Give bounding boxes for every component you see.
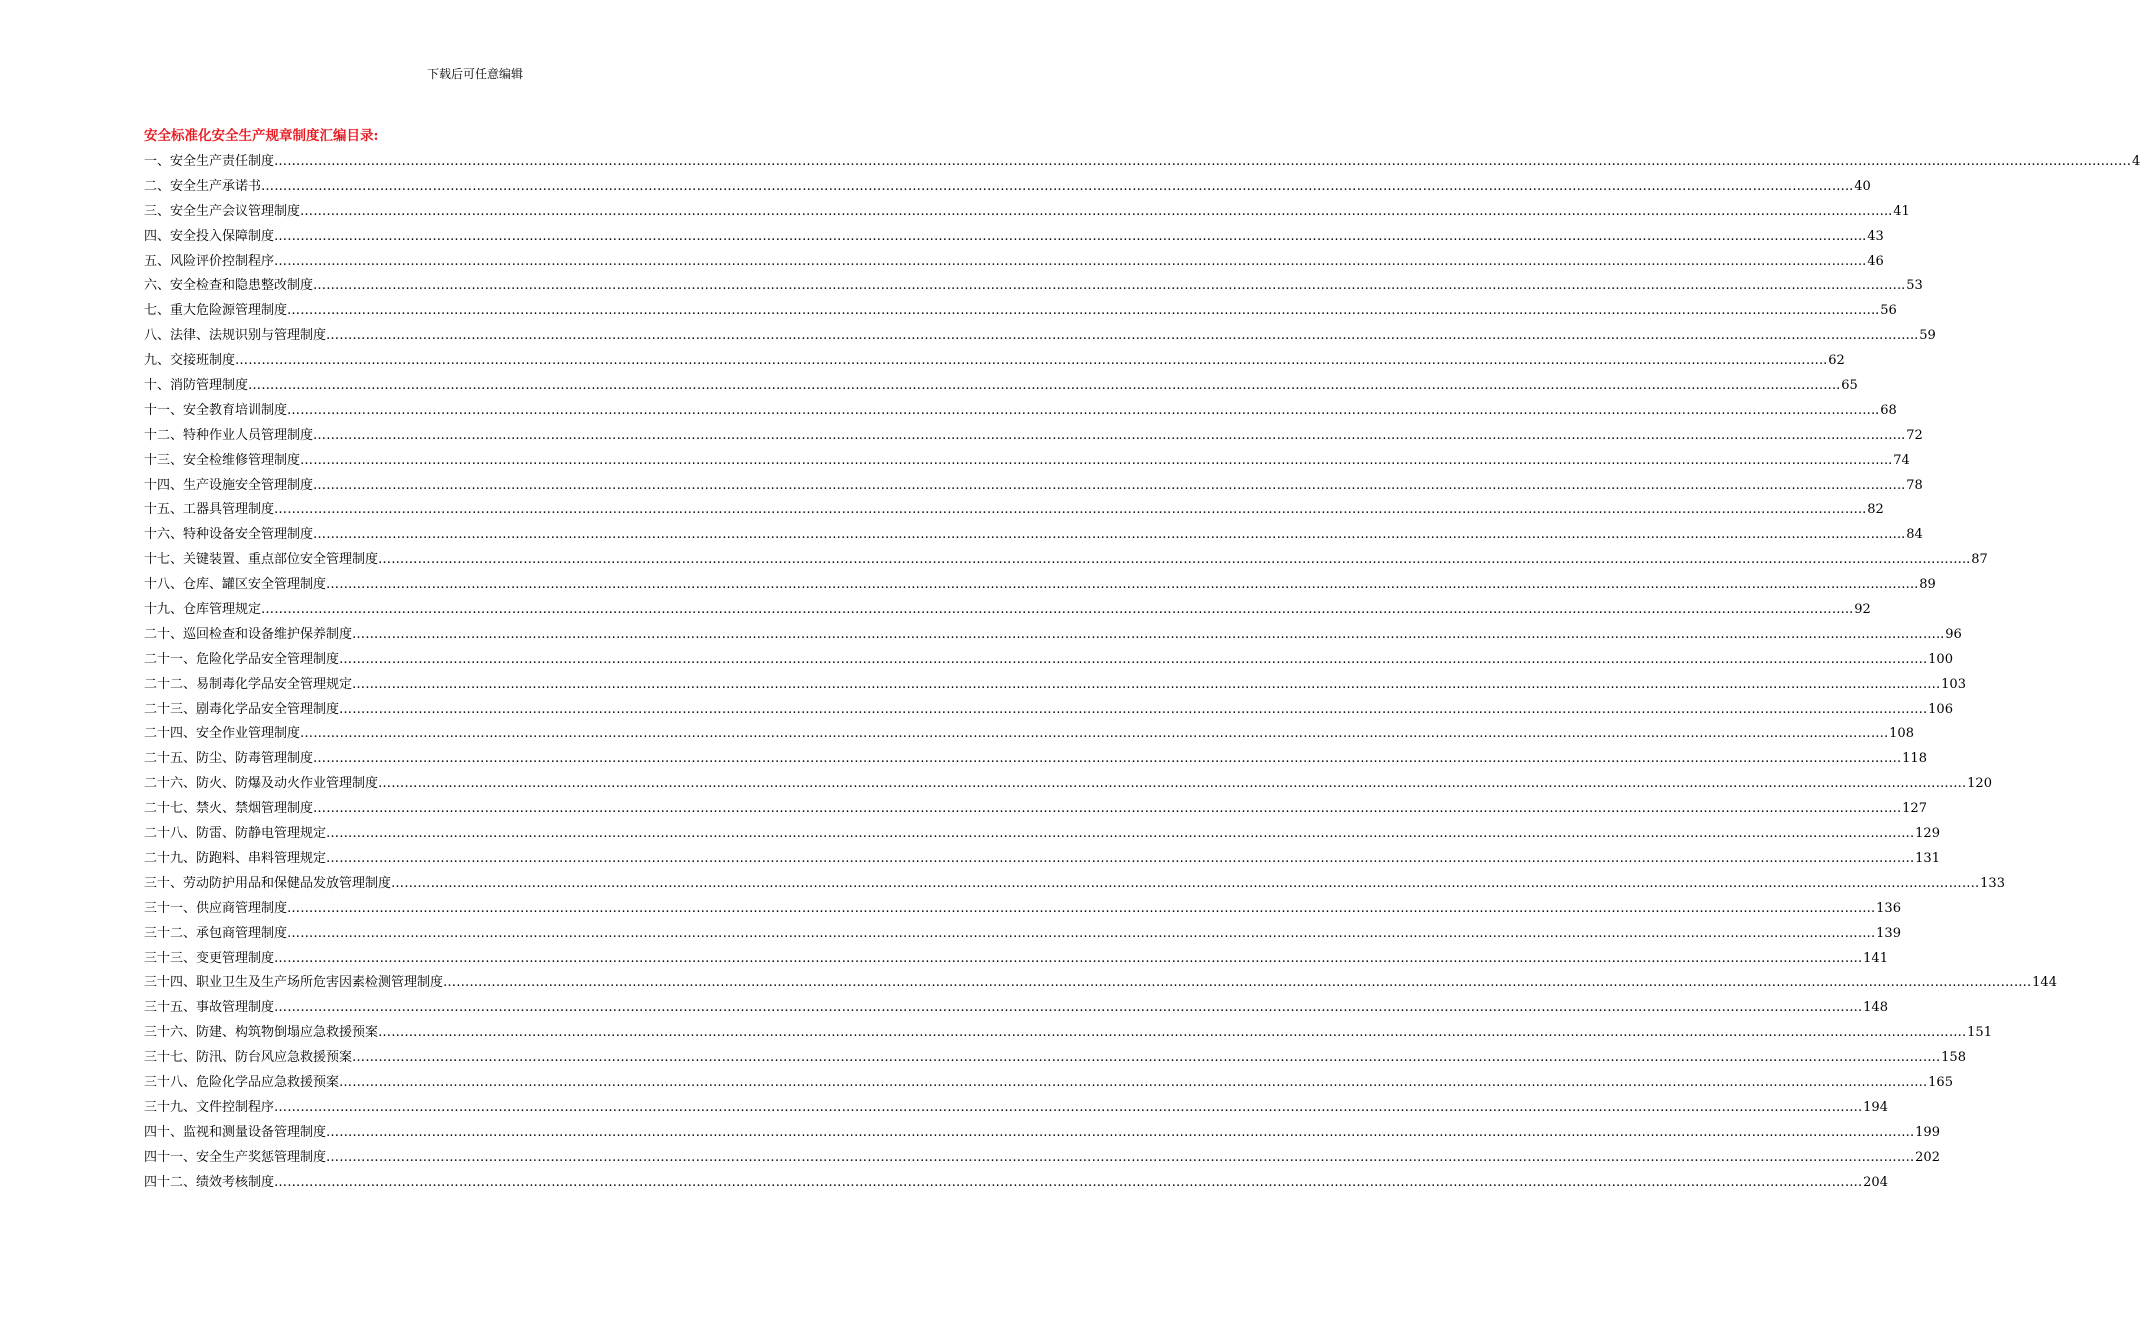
toc-leader-dots: ……………………………………………………………………………………………………………………………………………………………………………………………………………………………………………………………………………………………………………………………… [274,154,1859,169]
toc-entry-label: 八、法律、法规识别与管理制度 [144,328,327,344]
toc-separator: . [1897,751,1902,767]
toc-entry-label: 三十一、供应商管理制度 [144,900,288,916]
toc-leader-dots: ……………………………………………………………………………………………………………………………………………………………………………………………………………………………………………………………………………………………………………………………… [235,353,1820,369]
toc-entry[interactable] [144,299,1897,324]
toc-entry[interactable] [144,947,1888,972]
toc-entry-label: 十四、生产设施安全管理制度 [144,477,314,493]
toc-separator: .. [1884,452,1893,468]
toc-entry-label: 十五、工器具管理制度 [144,502,275,518]
toc-entry[interactable] [144,1146,1940,1171]
toc-entry-page-number: 127 [1902,801,1927,817]
toc-separator: . [1910,1149,1915,1165]
table-of-contents [144,126,2140,1195]
toc-separator: .. [1871,303,1880,319]
toc-separator: . [1858,1174,1863,1190]
toc-entry-label: 三十六、防建、构筑物倒塌应急救援预案 [144,1025,379,1041]
toc-separator: .. [1832,378,1841,394]
toc-entry-page-number: 53 [1906,278,1923,294]
toc-entry-page-number: 108 [1889,726,1914,742]
toc-entry-page-number: 72 [1906,427,1923,443]
toc-entry-page-number: 82 [1867,502,1884,518]
toc-leader-dots: ……………………………………………………………………………………………………………………………………………………………………………………………………………………………………………………………………………………………………………………………… [378,552,1963,568]
toc-leader-dots: ……………………………………………………………………………………………………………………………………………………………………………………………………………………………………………………………………………………………………………………………… [352,676,1937,692]
toc-entry[interactable] [144,797,1927,822]
toc-entry-label: 四十二、绩效考核制度 [144,1174,275,1190]
toc-separator: . [1884,726,1889,742]
toc-entry-label: 十六、特种设备安全管理制度 [144,527,314,543]
toc-entry-label: 三十四、职业卫生及生产场所危害因素检测管理制度 [144,975,444,991]
toc-leader-dots: ……………………………………………………………………………………………………………………………………………………………………………………………………………………………………………………………………………………………………………………………… [300,452,1885,468]
toc-entry-page-number: 141 [1863,950,1888,966]
toc-entry[interactable] [144,623,1962,648]
toc-leader-dots: ……………………………………………………………………………………………………………………………………………………………………………………………………………………………………………………………………………………………………………………………… [274,253,1859,269]
toc-leader-dots: ……………………………………………………………………………………………………………………………………………………………………………………………………………………………………………………………………………………………………………………………… [313,801,1898,817]
toc-separator: . [1910,850,1915,866]
toc-entry[interactable] [144,598,1871,623]
toc-leader-dots: ……………………………………………………………………………………………………………………………………………………………………………………………………………………………………………………………………………………………………………………………… [339,701,1924,717]
toc-leader-dots: ……………………………………………………………………………………………………………………………………………………………………………………………………………………………………………………………………………………………………………………………… [443,975,2028,991]
toc-separator: . [1936,1050,1941,1066]
toc-separator: .. [1858,228,1867,244]
toc-entry-label: 十三、安全检维修管理制度 [144,452,301,468]
toc-separator: . [1897,801,1902,817]
toc-entry-page-number: 136 [1876,900,1901,916]
toc-entry-label: 十二、特种作业人员管理制度 [144,427,314,443]
toc-entry-label: 四十一、安全生产奖惩管理制度 [144,1149,327,1165]
toc-leader-dots: ……………………………………………………………………………………………………………………………………………………………………………………………………………………………………………………………………………………………………………………………… [274,950,1859,966]
toc-entry-label: 三十、劳动防护用品和保健品发放管理制度 [144,875,392,891]
toc-entry-page-number: 43 [1867,228,1884,244]
toc-leader-dots: ……………………………………………………………………………………………………………………………………………………………………………………………………………………………………………………………………………………………………………………………… [300,726,1885,742]
toc-entry-label: 二十、巡回检查和设备维护保养制度 [144,626,353,642]
toc-separator: .. [1871,402,1880,418]
toc-entry-label: 十、消防管理制度 [144,378,249,394]
toc-entry[interactable] [144,1046,1966,1071]
toc-entry-label: 四、安全投入保障制度 [144,228,275,244]
toc-entry-label: 六、安全检查和隐患整改制度 [144,278,314,294]
toc-entry-label: 三十八、危险化学品应急救援预案 [144,1074,340,1090]
toc-leader-dots: ……………………………………………………………………………………………………………………………………………………………………………………………………………………………………………………………………………………………………………………………… [248,378,1833,394]
toc-entry[interactable] [144,474,1923,499]
toc-separator: .. [1858,502,1867,518]
toc-leader-dots: ……………………………………………………………………………………………………………………………………………………………………………………………………………………………………………………………………………………………………………………………… [339,1074,1924,1090]
toc-entry-page-number: 202 [1915,1149,1940,1165]
toc-entry[interactable] [144,498,1884,523]
toc-entry-label: 一、安全生产责任制度 [144,154,275,169]
toc-entry-page-number: 106 [1928,701,1953,717]
toc-title: 安全标准化安全生产规章制度汇编目录: [144,128,379,144]
toc-entry-label: 二十七、禁火、禁烟管理制度 [144,801,314,817]
toc-separator: .. [1897,278,1906,294]
toc-list [144,150,2140,1195]
toc-entry[interactable] [144,523,1923,548]
toc-entry-label: 十一、安全教育培训制度 [144,402,288,418]
toc-separator: . [1858,1099,1863,1115]
toc-entry-page-number: 151 [1967,1025,1992,1041]
toc-entry-label: 十九、仓库管理规定 [144,602,262,618]
toc-entry[interactable] [144,548,1988,573]
toc-entry-page-number: 103 [1941,676,1966,692]
toc-separator: .. [1884,203,1893,219]
toc-entry[interactable] [144,747,1927,772]
toc-leader-dots: ……………………………………………………………………………………………………………………………………………………………………………………………………………………………………………………………………………………………………………………………… [326,577,1911,593]
toc-entry[interactable] [144,399,1897,424]
toc-separator: .. [1962,552,1971,568]
toc-entry-label: 五、风险评价控制程序 [144,253,275,269]
toc-entry[interactable] [144,847,1940,872]
toc-leader-dots: ……………………………………………………………………………………………………………………………………………………………………………………………………………………………………………………………………………………………………………………………… [326,1149,1911,1165]
toc-leader-dots: ……………………………………………………………………………………………………………………………………………………………………………………………………………………………………………………………………………………………………………………………… [352,1050,1937,1066]
toc-leader-dots: ……………………………………………………………………………………………………………………………………………………………………………………………………………………………………………………………………………………………………………………………… [313,278,1898,294]
toc-entry-label: 四十、监视和测量设备管理制度 [144,1124,327,1140]
toc-entry-page-number: 100 [1928,651,1953,667]
toc-entry-page-number: 194 [1863,1099,1888,1115]
toc-entry-page-number: 96 [1945,626,1962,642]
toc-entry-page-number: 118 [1902,751,1927,767]
toc-separator: ……………………………………………………… [1858,154,2132,169]
toc-entry[interactable] [144,1121,1940,1146]
toc-leader-dots: ……………………………………………………………………………………………………………………………………………………………………………………………………………………………………………………………………………………………………………………………… [261,602,1846,618]
toc-separator: . [1871,925,1876,941]
toc-entry-page-number: 62 [1828,353,1845,369]
toc-entry-page-number: 133 [1980,875,2005,891]
toc-leader-dots: ……………………………………………………………………………………………………………………………………………………………………………………………………………………………………………………………………………………………………………………………… [300,203,1885,219]
toc-entry-page-number: 78 [1906,477,1923,493]
toc-separator: .. [1910,328,1919,344]
toc-separator: . [1858,1000,1863,1016]
toc-entry-page-number: 92 [1854,602,1871,618]
toc-entry-label: 二十一、危险化学品安全管理制度 [144,651,340,667]
toc-entry[interactable] [144,374,1858,399]
toc-entry-page-number: 89 [1919,577,1936,593]
toc-entry-page-number: 40 [1854,178,1871,194]
toc-entry-label: 三十二、承包商管理制度 [144,925,288,941]
toc-entry-page-number: 204 [1863,1174,1888,1190]
toc-entry[interactable] [144,1021,1992,1046]
toc-entry[interactable] [144,250,1884,275]
toc-separator: . [1910,826,1915,842]
toc-separator: . [1962,776,1967,792]
toc-separator: .. [1845,178,1854,194]
toc-leader-dots: ……………………………………………………………………………………………………………………………………………………………………………………………………………………………………………………………………………………………………………………………… [287,925,1872,941]
toc-entry[interactable] [144,175,1871,200]
toc-entry-page-number: 120 [1967,776,1992,792]
toc-leader-dots: ……………………………………………………………………………………………………………………………………………………………………………………………………………………………………………………………………………………………………………………………… [326,328,1911,344]
toc-entry[interactable] [144,274,1923,299]
toc-entry[interactable] [144,449,1910,474]
toc-entry-label: 三、安全生产会议管理制度 [144,203,301,219]
toc-entry-label: 二、安全生产承诺书 [144,178,262,194]
toc-entry[interactable] [144,673,1966,698]
toc-entry[interactable] [144,698,1953,723]
toc-separator: . [1910,1124,1915,1140]
toc-entry-page-number: 56 [1880,303,1897,319]
toc-separator: .. [1897,427,1906,443]
toc-entry[interactable] [144,349,1845,374]
toc-leader-dots: ……………………………………………………………………………………………………………………………………………………………………………………………………………………………………………………………………………………………………………………………… [274,1000,1859,1016]
toc-entry-page-number: 129 [1915,826,1940,842]
toc-separator: . [1858,950,1863,966]
toc-entry[interactable] [144,573,1936,598]
toc-separator: . [1871,900,1876,916]
toc-separator: . [1962,1025,1967,1041]
toc-leader-dots: ……………………………………………………………………………………………………………………………………………………………………………………………………………………………………………………………………………………………………………………………… [287,303,1872,319]
toc-entry-page-number: 65 [1841,378,1858,394]
toc-leader-dots: ……………………………………………………………………………………………………………………………………………………………………………………………………………………………………………………………………………………………………………………………… [326,1124,1911,1140]
toc-leader-dots: ……………………………………………………………………………………………………………………………………………………………………………………………………………………………………………………………………………………………………………………………… [378,776,1963,792]
toc-entry-page-number: 144 [2032,975,2057,991]
toc-entry-page-number: 68 [1880,402,1897,418]
toc-separator: .. [1845,602,1854,618]
toc-entry[interactable] [144,922,1901,947]
toc-leader-dots: ……………………………………………………………………………………………………………………………………………………………………………………………………………………………………………………………………………………………………………………………… [313,751,1898,767]
toc-entry-label: 九、交接班制度 [144,353,236,369]
toc-entry-label: 二十八、防雷、防静电管理规定 [144,826,327,842]
toc-entry[interactable] [144,1171,1888,1196]
toc-entry-page-number: 165 [1928,1074,1953,1090]
toc-leader-dots: ……………………………………………………………………………………………………………………………………………………………………………………………………………………………………………………………………………………………………………………………… [378,1025,1963,1041]
toc-entry-label: 三十五、事故管理制度 [144,1000,275,1016]
toc-leader-dots: ……………………………………………………………………………………………………………………………………………………………………………………………………………………………………………………………………………………………………………………………… [261,178,1846,194]
toc-entry-label: 三十九、文件控制程序 [144,1099,275,1115]
toc-entry-label: 二十四、安全作业管理制度 [144,726,301,742]
toc-leader-dots: ……………………………………………………………………………………………………………………………………………………………………………………………………………………………………………………………………………………………………………………………… [326,850,1911,866]
toc-leader-dots: ……………………………………………………………………………………………………………………………………………………………………………………………………………………………………………………………………………………………………………………………… [313,527,1898,543]
toc-separator: .. [1858,253,1867,269]
toc-entry-label: 三十七、防汛、防台风应急救援预案 [144,1050,353,1066]
toc-leader-dots: ……………………………………………………………………………………………………………………………………………………………………………………………………………………………………………………………………………………………………………………………… [313,427,1898,443]
toc-entry-page-number: 4 [2132,154,2140,169]
toc-separator: . [1923,651,1928,667]
toc-separator: .. [1910,577,1919,593]
toc-leader-dots: ……………………………………………………………………………………………………………………………………………………………………………………………………………………………………………………………………………………………………………………………… [287,402,1872,418]
toc-separator: . [1975,875,1980,891]
toc-entry[interactable] [144,1096,1888,1121]
toc-separator: .. [1897,477,1906,493]
toc-separator: . [2027,975,2032,991]
toc-entry-label: 二十六、防火、防爆及动火作业管理制度 [144,776,379,792]
toc-entry[interactable] [144,772,1992,797]
toc-entry[interactable] [144,722,1914,747]
toc-entry-label: 三十三、变更管理制度 [144,950,275,966]
toc-entry-page-number: 139 [1876,925,1901,941]
toc-entry[interactable] [144,996,1888,1021]
toc-entry-page-number: 199 [1915,1124,1940,1140]
toc-entry-page-number: 59 [1919,328,1936,344]
toc-entry[interactable] [144,150,2140,175]
toc-leader-dots: ……………………………………………………………………………………………………………………………………………………………………………………………………………………………………………………………………………………………………………………………… [391,875,1976,891]
toc-separator: .. [1897,527,1906,543]
page-header: 下载后可任意编辑 [426,67,523,81]
toc-entry[interactable] [144,822,1940,847]
toc-entry[interactable] [144,872,2005,897]
toc-leader-dots: ……………………………………………………………………………………………………………………………………………………………………………………………………………………………………………………………………………………………………………………………… [287,900,1872,916]
toc-entry-page-number: 158 [1941,1050,1966,1066]
toc-entry[interactable] [144,971,2057,996]
toc-entry-page-number: 46 [1867,253,1884,269]
toc-leader-dots: ……………………………………………………………………………………………………………………………………………………………………………………………………………………………………………………………………………………………………………………………… [274,228,1859,244]
toc-separator: . [1923,701,1928,717]
toc-entry-page-number: 84 [1906,527,1923,543]
toc-entry-page-number: 87 [1971,552,1988,568]
toc-leader-dots: ……………………………………………………………………………………………………………………………………………………………………………………………………………………………………………………………………………………………………………………………… [326,826,1911,842]
toc-separator: .. [1936,626,1945,642]
toc-leader-dots: ……………………………………………………………………………………………………………………………………………………………………………………………………………………………………………………………………………………………………………………………… [274,502,1859,518]
toc-entry-label: 十八、仓库、罐区安全管理制度 [144,577,327,593]
toc-entry-label: 二十二、易制毒化学品安全管理规定 [144,676,353,692]
toc-entry-page-number: 148 [1863,1000,1888,1016]
toc-entry-label: 七、重大危险源管理制度 [144,303,288,319]
toc-entry-page-number: 41 [1893,203,1910,219]
toc-entry-page-number: 131 [1915,850,1940,866]
toc-leader-dots: ……………………………………………………………………………………………………………………………………………………………………………………………………………………………………………………………………………………………………………………………… [352,626,1937,642]
toc-separator: .. [1819,353,1828,369]
toc-leader-dots: ……………………………………………………………………………………………………………………………………………………………………………………………………………………………………………………………………………………………………………………………… [274,1099,1859,1115]
toc-entry-page-number: 74 [1893,452,1910,468]
toc-entry[interactable] [144,648,1953,673]
toc-leader-dots: ……………………………………………………………………………………………………………………………………………………………………………………………………………………………………………………………………………………………………………………………… [313,477,1898,493]
toc-entry[interactable] [144,324,1936,349]
toc-entry-label: 二十九、防跑料、串料管理规定 [144,850,327,866]
toc-entry-label: 二十五、防尘、防毒管理制度 [144,751,314,767]
toc-entry[interactable] [144,424,1923,449]
toc-entry[interactable] [144,225,1884,250]
toc-entry[interactable] [144,897,1901,922]
toc-entry[interactable] [144,200,1910,225]
toc-separator: . [1923,1074,1928,1090]
toc-leader-dots: ……………………………………………………………………………………………………………………………………………………………………………………………………………………………………………………………………………………………………………………………… [339,651,1924,667]
toc-separator: . [1936,676,1941,692]
toc-entry[interactable] [144,1071,1953,1096]
toc-entry-label: 二十三、剧毒化学品安全管理制度 [144,701,340,717]
toc-leader-dots: ……………………………………………………………………………………………………………………………………………………………………………………………………………………………………………………………………………………………………………………………… [274,1174,1859,1190]
toc-entry-label: 十七、关键装置、重点部位安全管理制度 [144,552,379,568]
